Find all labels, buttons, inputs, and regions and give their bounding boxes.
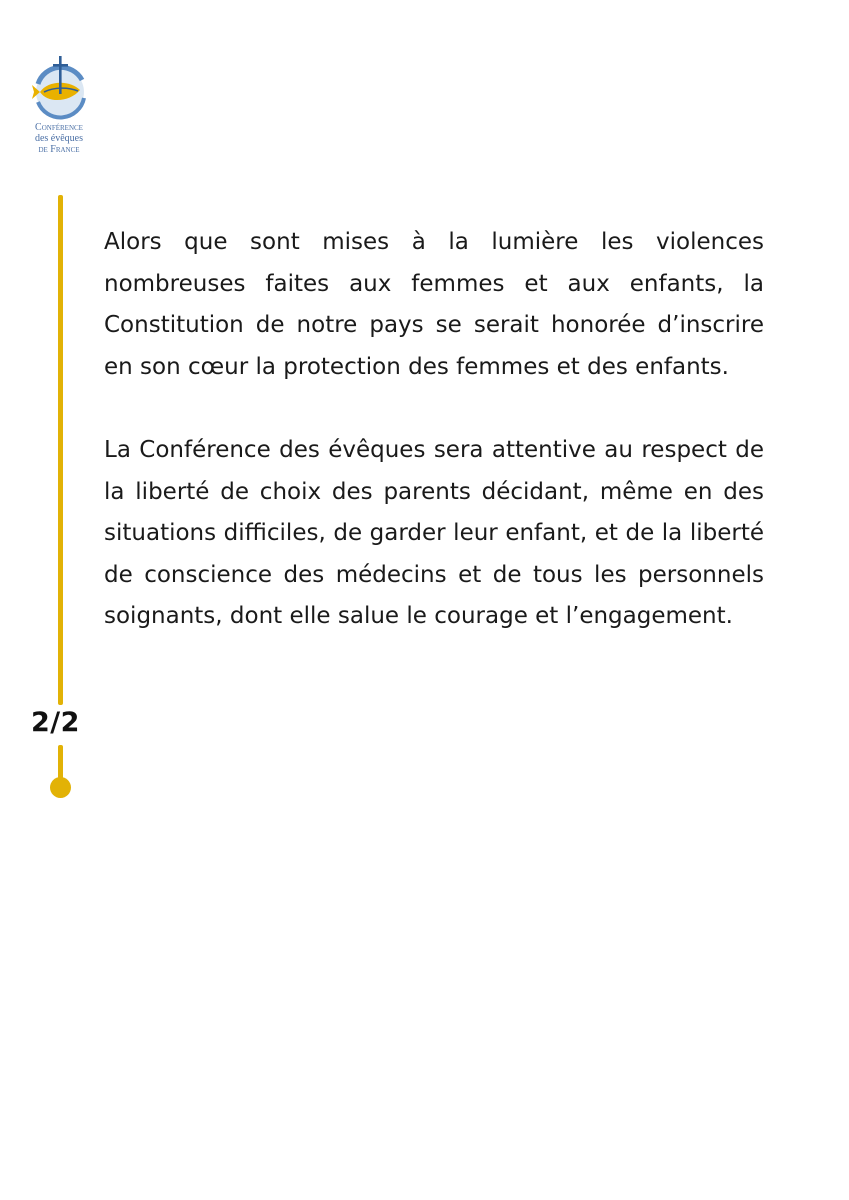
timeline-line-lower bbox=[58, 745, 63, 780]
timeline-dot bbox=[50, 777, 71, 798]
paragraph-2: La Conférence des évêques sera attentive au respect de la liberté de choix des parents décidant, même en des situations difficiles, de garder leur enfant, et de la liberté de conscience des médecins et de tous les personnels soignants, dont elle salue le courage et l’engagement. bbox=[104, 437, 764, 629]
cef-logo bbox=[26, 54, 92, 155]
logo-wordmark bbox=[26, 122, 92, 155]
page-number: 2/2 bbox=[31, 707, 80, 738]
cross-fish-emblem-icon bbox=[26, 54, 90, 120]
logo-line-2: des évêques bbox=[34, 133, 84, 144]
paragraph-1: Alors que sont mises à la lumière les violences nombreuses faites aux femmes et aux enfants, la Constitution de notre pays se serait honorée d’inscrire en son cœur la protection des femmes et des enfants. bbox=[104, 229, 764, 380]
logo-line-3: de France bbox=[38, 144, 80, 155]
body-text bbox=[104, 222, 764, 680]
logo-line-1: Conférence bbox=[35, 122, 83, 133]
timeline-line bbox=[58, 195, 63, 705]
